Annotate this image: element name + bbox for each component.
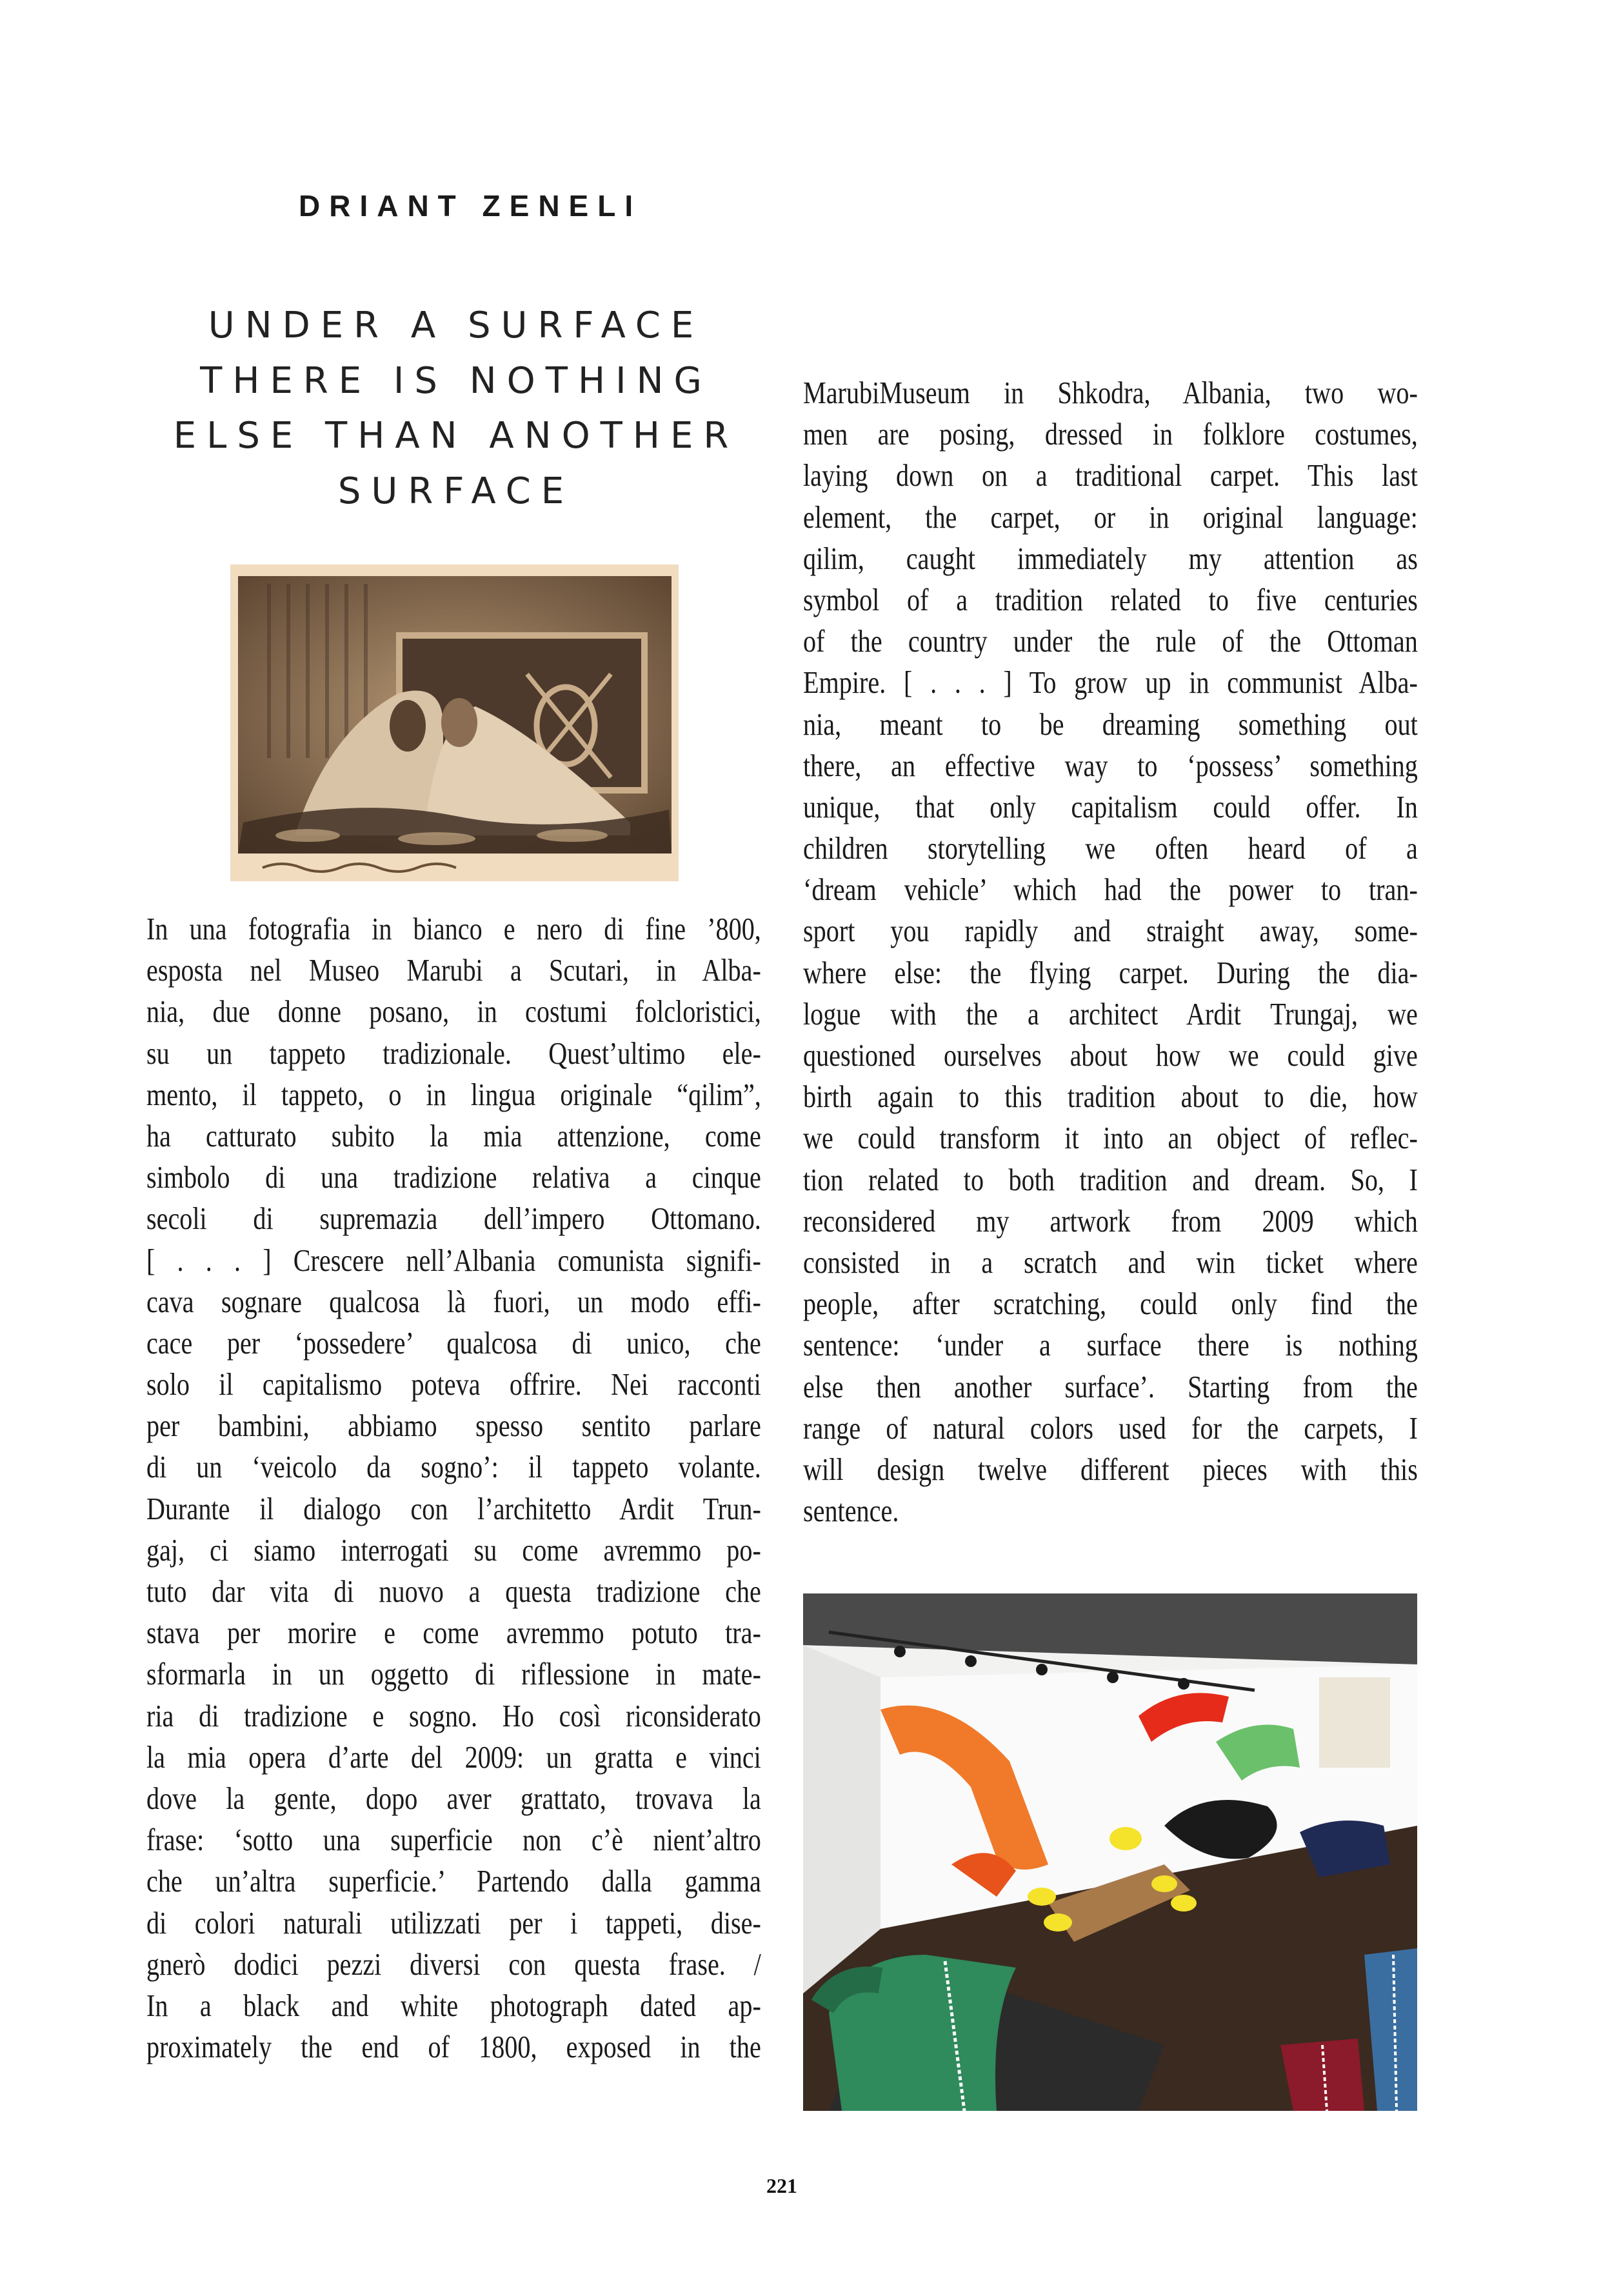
installation-rendering (803, 1593, 1417, 2111)
text-line: dove la gente, dopo aver grattato, trovava la (146, 1780, 761, 1816)
text-line: Empire. [ . . . ] To grow up in communist Alba- (803, 664, 1418, 701)
text-line: there, an effective way to ‘possess’ something (803, 747, 1418, 783)
text-line: ha catturato subito la mia attenzione, come (146, 1117, 761, 1153)
text-line: secoli di supremazia dell’impero Ottomano. (146, 1201, 761, 1237)
text-line: simbolo di una tradizione relativa a cinque (146, 1159, 761, 1195)
text-line: unique, that only capitalism could offer. In (803, 788, 1418, 824)
text-line: sformarla in un oggetto di riflessione in mate- (146, 1656, 761, 1692)
text-line: qilim, caught immediately my attention as (803, 540, 1418, 576)
text-line: questioned ourselves about how we could give (803, 1037, 1418, 1073)
text-line: In a black and white photograph dated ap- (146, 1987, 761, 2023)
text-line: proximately the end of 1800, exposed in the (146, 2029, 761, 2065)
text-line: per bambini, abbiamo spesso sentito parlare (146, 1408, 761, 1444)
text-line: cace per ‘possedere’ qualcosa di unico, che (146, 1324, 761, 1361)
text-line: di un ‘veicolo da sogno’: il tappeto volante. (146, 1449, 761, 1485)
text-line: In una fotografia in bianco e nero di fine ’800, (146, 911, 761, 946)
text-line: consisted in a scratch and win ticket where (803, 1244, 1418, 1280)
text-line: where else: the flying carpet. During the dia- (803, 954, 1418, 990)
text-line: children storytelling we often heard of a (803, 830, 1418, 866)
title-line: UNDER A SURFACE (208, 304, 704, 346)
author-name: DRIANT ZENELI (299, 189, 642, 223)
historical-photograph (230, 564, 679, 881)
text-line: esposta nel Museo Marubi a Scutari, in Alba- (146, 952, 761, 988)
text-line: cava sognare qualcosa là fuori, un modo effi- (146, 1283, 761, 1319)
italian-text-column (146, 908, 761, 2068)
text-line: else then another surface’. Starting from the (803, 1368, 1418, 1404)
text-line: symbol of a tradition related to five centuries (803, 581, 1418, 617)
text-line: birth again to this tradition about to die, how (803, 1079, 1418, 1115)
text-line: gnerò dodici pezzi diversi con questa frase. / (146, 1946, 761, 1982)
text-line: sentence. (803, 1493, 899, 1529)
title-line: SURFACE (337, 470, 575, 512)
text-line: reconsidered my artwork from 2009 which (803, 1203, 1418, 1239)
text-line: tuto dar vita di nuovo a questa tradizione che (146, 1573, 761, 1609)
title-line: ELSE THAN ANOTHER (173, 415, 739, 457)
text-line: mento, il tappeto, o in lingua originale “qilim”, (146, 1076, 761, 1112)
article-title (146, 298, 766, 519)
text-line: frase: ‘sotto una superficie non c’è nient’altro (146, 1822, 761, 1858)
english-text-column (803, 372, 1418, 1532)
text-line: men are posing, dressed in folklore costumes, (803, 416, 1418, 452)
text-line: stava per morire e come avremmo potuto tra- (146, 1615, 761, 1651)
title-line: THERE IS NOTHING (200, 359, 712, 402)
text-line: logue with the a architect Ardit Trungaj, we (803, 995, 1418, 1032)
text-line: we could transform it into an object of reflec- (803, 1120, 1418, 1156)
text-line: range of natural colors used for the carpets, I (803, 1410, 1418, 1446)
text-line: MarubiMuseum in Shkodra, Albania, two wo- (803, 375, 1418, 410)
text-line: people, after scratching, could only find the (803, 1286, 1418, 1322)
text-line: di colori naturali utilizzati per i tappeti, dise- (146, 1904, 761, 1941)
text-line: laying down on a traditional carpet. This last (803, 457, 1418, 494)
text-line: ria di tradizione e sogno. Ho così riconsiderato (146, 1697, 761, 1733)
text-line: tion related to both tradition and dream. So, I (803, 1161, 1418, 1197)
text-line: element, the carpet, or in original language: (803, 499, 1418, 535)
text-line: [ . . . ] Crescere nell’Albania comunista signifi- (146, 1242, 761, 1278)
text-line: sport you rapidly and straight away, some- (803, 913, 1418, 949)
text-line: che un’altra superficie.’ Partendo dalla gamma (146, 1863, 761, 1899)
text-line: nia, meant to be dreaming something out (803, 706, 1418, 742)
page-number: 221 (766, 2174, 797, 2197)
text-line: Durante il dialogo con l’architetto Ardit Trun- (146, 1490, 761, 1526)
text-line: will design twelve different pieces with this (803, 1451, 1418, 1487)
text-line: of the country under the rule of the Ottoman (803, 623, 1418, 659)
text-line: gaj, ci siamo interrogati su come avremmo po- (146, 1532, 761, 1568)
text-line: solo il capitalismo poteva offrire. Nei racconti (146, 1366, 761, 1403)
text-line: nia, due donne posano, in costumi folcloristici, (146, 993, 761, 1030)
text-line: su un tappeto tradizionale. Quest’ultimo ele- (146, 1035, 761, 1071)
text-line: ‘dream vehicle’ which had the power to tran- (803, 872, 1418, 908)
text-line: sentence: ‘under a surface there is nothing (803, 1327, 1418, 1363)
text-line: la mia opera d’arte del 2009: un gratta e vinci (146, 1739, 761, 1775)
